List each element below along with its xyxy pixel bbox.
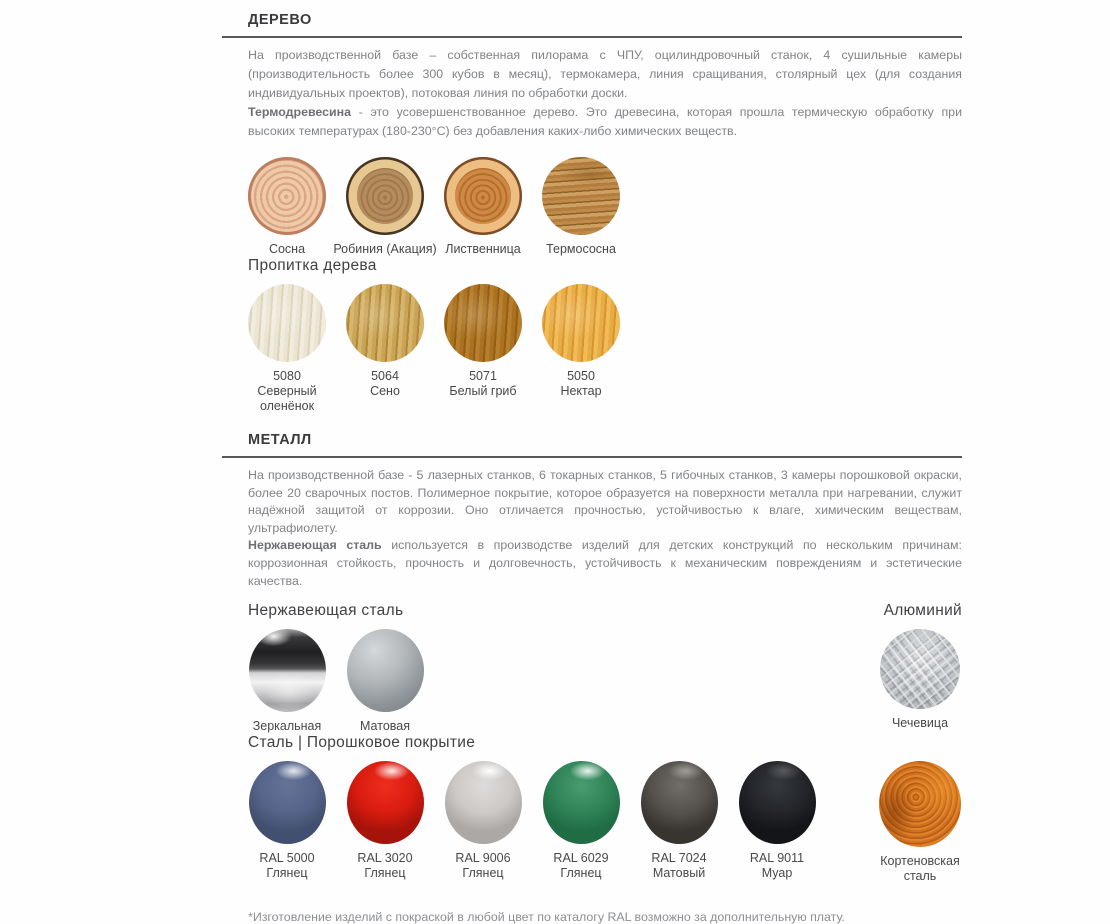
swatch-5064 [346,284,424,362]
wood-thermo-paragraph [248,103,962,141]
powder-color-item [248,761,326,881]
swatch-code: RAL 9006 [455,851,511,866]
swatch-ral-7024 [641,761,718,844]
impregnation-row [248,284,962,414]
swatch-code: RAL 7024 [651,851,707,866]
swatch-ral-3020 [347,761,424,844]
wood-species-item [444,157,522,257]
powder-color-item [346,761,424,881]
metal-subheadings-row [248,602,962,620]
stainless-title: Нержавеющая сталь [248,602,404,620]
swatch-5071 [444,284,522,362]
swatch-label: Белый гриб [449,384,517,398]
swatch-finish: Глянец [462,866,504,881]
impregnation-item [542,284,620,399]
stainless-term: Нержавеющая сталь [248,538,382,553]
swatch-5050 [542,284,620,362]
metal-section-divider [222,456,962,458]
swatch-label: Чечевица [891,716,949,731]
metal-section [248,432,962,924]
swatch-label: Зеркальная [252,719,322,734]
content-column [248,12,962,924]
wood-intro-paragraph: На производственной базе – собственная пилорама с ЧПУ, оцилиндровочный станок, 4 сушильные камеры (производительность более 300 кубов в месяц), термокамера, линия сращивания, столярный цех (для создания индивидуальных проектов), потоковая линия по обработки доски. [248,48,962,100]
powder-color-item [542,761,620,881]
corten-item [878,761,962,884]
stainless-finish-item [346,629,424,734]
metal-stainless-paragraph [248,537,962,590]
impregnation-item [346,284,424,399]
wood-species-item [248,157,326,257]
swatch-code: 5064 [371,369,399,383]
swatch-matte-steel [347,629,424,712]
wood-section [248,12,962,414]
swatch-label: Лиственница [445,242,521,256]
swatch-mirror-steel [249,629,326,712]
swatch-label: Робиния (Акация) [333,242,437,256]
swatch-aluminum-lentil [880,629,960,709]
metal-intro-paragraph: На производственной базе - 5 лазерных станков, 6 токарных станков, 5 гибочных станков, 3 камеры порошковой окраски, более 20 сварочных постов. Полимерное покрытие, которое образуется на поверхности металла при нагревании, служит надёжной защитой от коррозии. Оно отличается прочностью, устойчивостью к влаге, химическим веществам, ультрафиолету. [248,468,962,535]
stainless-aluminum-row [248,629,962,734]
wood-section-divider [222,36,962,38]
swatch-corten-steel [879,761,961,847]
impregnation-item [444,284,522,399]
swatch-ral-5000 [249,761,326,844]
swatch-finish: Глянец [560,866,602,881]
swatch-code: RAL 5000 [259,851,315,866]
aluminum-title: Алюминий [883,602,962,620]
swatch-label: Матовая [360,719,410,734]
thermowood-desc: - это усовершенствованное дерево. Это древесина, которая прошла термическую обработку при высоких температурах (180-230°C) без добавления каких-либо химических веществ. [248,105,962,138]
stainless-finish-item [248,629,326,734]
ral-footnote: *Изготовление изделий с покраской в любой цвет по каталогу RAL возможно за дополнительную плату. [248,910,845,924]
powder-coating-row [248,761,962,884]
swatch-code: RAL 9011 [749,851,805,866]
swatch-label: Северный оленёнок [257,384,317,413]
wood-section-title: ДЕРЕВО [248,12,312,28]
swatch-sosna [248,157,326,235]
metal-section-title: МЕТАЛЛ [248,432,312,448]
powder-color-item [640,761,718,881]
impregnation-item [248,284,326,414]
powder-coating-title: Сталь | Порошковое покрытие [248,734,476,752]
swatch-ral-9011 [739,761,816,844]
wood-species-item [542,157,620,257]
wood-species-item [333,157,437,257]
swatch-code: RAL 6029 [553,851,609,866]
swatch-termososna [542,157,620,235]
swatch-finish: Глянец [266,866,308,881]
thermowood-term: Термодревесина [248,105,352,119]
swatch-finish: Глянец [364,866,406,881]
swatch-code: 5080 [273,369,301,383]
powder-color-item [444,761,522,881]
swatch-ral-6029 [543,761,620,844]
wood-species-row [248,157,962,257]
impregnation-title: Пропитка дерева [248,257,377,274]
swatch-code: 5071 [469,369,497,383]
swatch-label: Сосна [268,242,306,256]
swatch-finish: Матовый [652,866,706,881]
swatch-robinia [346,157,424,235]
swatch-label: Нектар [560,384,602,398]
swatch-finish: Муар [761,866,793,881]
swatch-code: 5050 [567,369,595,383]
swatch-5080 [248,284,326,362]
swatch-label: Термососна [546,242,616,256]
swatch-code: RAL 3020 [357,851,413,866]
swatch-label: Сено [370,384,400,398]
swatch-label: Кортеновская сталь [880,854,960,884]
stainless-desc: используется в производстве изделий для детских конструкций по нескольким причинам: коррозионная стойкость, прочность и долговечность, устойчивость к механическим повреждениям и эстетические качества. [248,538,963,588]
swatch-ral-9006 [445,761,522,844]
powder-color-item [738,761,816,881]
aluminum-finish-item [878,629,962,731]
swatch-listvennitsa [444,157,522,235]
